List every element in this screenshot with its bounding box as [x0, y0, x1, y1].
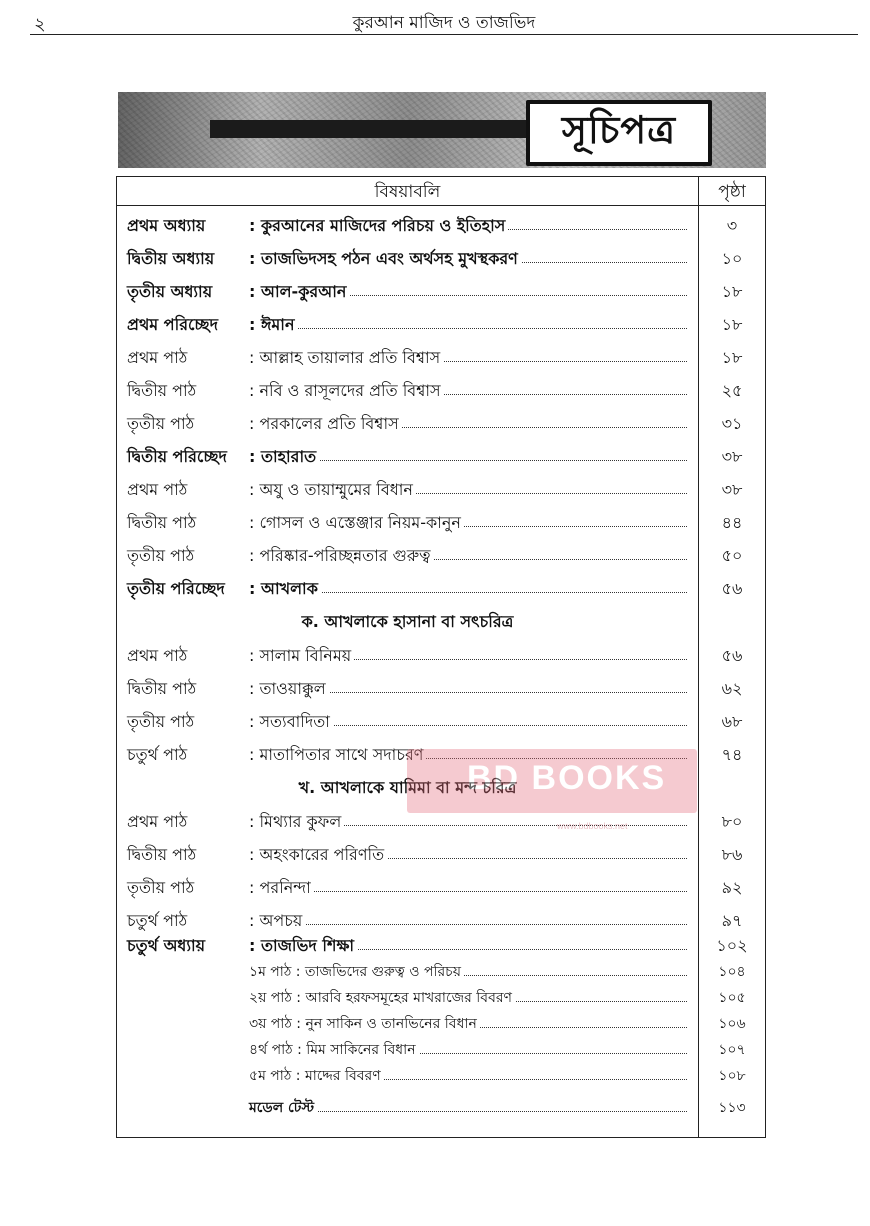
dot-leader — [249, 328, 687, 329]
toc-row-title: : মিথ্যার কুফল — [249, 809, 344, 836]
watermark-brand: BD BOOKS — [467, 759, 667, 797]
toc-row-page: ৩৮ — [721, 447, 743, 466]
toc-row-title: ৫ম পাঠ : মাদ্দের বিবরণ — [249, 1064, 384, 1088]
running-header — [30, 6, 858, 35]
toc-row — [117, 871, 765, 901]
toc-row-page: ১৮ — [721, 282, 743, 301]
toc-row-page: ৮৬ — [721, 845, 743, 864]
toc-row-title: মডেল টেস্ট — [249, 1096, 317, 1120]
toc-row-title: : তাজভিদসহ পঠন এবং অর্থসহ মুখস্থকরণ — [249, 246, 521, 273]
toc-header-row — [117, 177, 765, 206]
toc-row-page: ১৮ — [721, 315, 743, 334]
toc-row — [117, 374, 765, 404]
toc-row-label: প্রথম অধ্যায় — [127, 216, 206, 235]
toc-row — [117, 805, 765, 835]
page-number: ২ — [34, 14, 46, 35]
toc-row-page: ৭৪ — [721, 745, 743, 764]
toc-row-page: ১০৭ — [718, 1042, 746, 1058]
toc-row-page: ৯২ — [721, 878, 743, 897]
toc-row-page: ৩ — [726, 216, 738, 235]
toc-row-label: তৃতীয় পরিচ্ছেদ — [127, 579, 225, 598]
toc-row-label: প্রথম পাঠ — [127, 646, 188, 665]
book-title: কুরআন মাজিদ ও তাজভিদ — [352, 13, 536, 33]
toc-row-label: প্রথম পাঠ — [127, 348, 188, 367]
toc-row-title: : আল্লাহ তায়ালার প্রতি বিশ্বাস — [249, 345, 443, 372]
toc-row-page: ২৫ — [721, 381, 743, 400]
toc-row-title: : অযু ও তায়াম্মুমের বিধান — [249, 477, 416, 504]
column-header-topics: বিষয়াবলি — [374, 182, 441, 202]
toc-row-title: : তাজভিদ শিক্ষা — [249, 933, 357, 960]
toc-row-page: ৬২ — [721, 679, 743, 698]
toc-row — [117, 738, 765, 768]
dot-leader — [249, 891, 687, 892]
toc-row-label: দ্বিতীয় পাঠ — [127, 845, 197, 864]
toc-row-page: ৩১ — [721, 414, 743, 433]
toc-row-page: ৩৮ — [721, 480, 743, 499]
toc-row-title: : তাওয়াক্কুল — [249, 676, 329, 703]
toc-row-title: : ঈমান — [249, 312, 298, 339]
toc-row — [117, 275, 765, 305]
table-of-contents — [116, 176, 766, 1138]
section-heading-good-character-text: ক. আখলাকে হাসানা বা সৎচরিত্র — [301, 612, 514, 631]
toc-row-label: তৃতীয় অধ্যায় — [127, 282, 213, 301]
toc-row-label: তৃতীয় পাঠ — [127, 878, 195, 897]
section-heading-bad-character — [117, 771, 698, 801]
toc-row — [117, 672, 765, 702]
toc-row-label: তৃতীয় পাঠ — [127, 546, 195, 565]
toc-row-title: : নবি ও রাসূলদের প্রতি বিশ্বাস — [249, 378, 444, 405]
dot-leader — [249, 924, 687, 925]
toc-row-title: ৪র্থ পাঠ : মিম সাকিনের বিধান — [249, 1038, 419, 1062]
toc-row-page: ১০২ — [716, 936, 748, 955]
watermark-url: www.bdbooks.net — [557, 821, 628, 831]
section-heading-bad-character-text: খ. আখলাকে যামিমা বা মন্দ চরিত্র — [298, 778, 517, 797]
toc-row-page: ১৮ — [721, 348, 743, 367]
toc-row-page: ৫০ — [721, 546, 743, 565]
toc-row-page: ৫৬ — [721, 579, 743, 598]
toc-row-label: দ্বিতীয় পাঠ — [127, 679, 197, 698]
toc-row-label: দ্বিতীয় পরিচ্ছেদ — [127, 447, 227, 466]
toc-row-title: ১ম পাঠ : তাজভিদের গুরুত্ব ও পরিচয় — [249, 960, 464, 984]
toc-row — [117, 1059, 765, 1089]
toc-row-title: : সালাম বিনিময় — [249, 643, 354, 670]
toc-row-label: প্রথম পাঠ — [127, 480, 188, 499]
toc-row — [117, 242, 765, 272]
toc-row-page: ১০৮ — [718, 1068, 746, 1084]
toc-row-title: : পরনিন্দা — [249, 875, 314, 902]
toc-row-title: : আল-কুরআন — [249, 279, 349, 306]
toc-row-label: প্রথম পাঠ — [127, 812, 188, 831]
toc-row-label: দ্বিতীয় পাঠ — [127, 381, 197, 400]
toc-row — [117, 539, 765, 569]
column-header-page: পৃষ্ঠা — [718, 182, 746, 202]
toc-row-title: : পরকালের প্রতি বিশ্বাস — [249, 411, 402, 438]
toc-row-title: : কুরআনের মাজিদের পরিচয় ও ইতিহাস — [249, 213, 508, 240]
toc-row-title: ৩য় পাঠ : নুন সাকিন ও তানভিনের বিধান — [249, 1012, 480, 1036]
toc-row-title: : অহংকারের পরিণতি — [249, 842, 387, 869]
toc-row — [117, 308, 765, 338]
toc-row — [117, 440, 765, 470]
toc-row — [117, 705, 765, 735]
toc-row-page: ৮০ — [721, 812, 743, 831]
toc-row — [117, 341, 765, 371]
toc-row-label: প্রথম পরিচ্ছেদ — [127, 315, 218, 334]
toc-row-title: ২য় পাঠ : আরবি হরফসমূহের মাখরাজের বিবরণ — [249, 986, 515, 1010]
toc-row — [117, 572, 765, 602]
toc-row — [117, 838, 765, 868]
toc-row-title: : তাহারাত — [249, 444, 319, 471]
toc-row — [117, 506, 765, 536]
toc-row — [117, 407, 765, 437]
toc-row-label: দ্বিতীয় অধ্যায় — [127, 249, 215, 268]
toc-row — [117, 473, 765, 503]
toc-row-label: চতুর্থ পাঠ — [127, 745, 188, 764]
toc-row-page: ৪৪ — [721, 513, 743, 532]
toc-row-title: : সত্যবাদিতা — [249, 709, 333, 736]
toc-row-page: ১০৬ — [718, 1016, 746, 1032]
toc-row-page: ৯৭ — [721, 911, 743, 930]
toc-row-page: ১০৫ — [718, 990, 746, 1006]
toc-row-label: দ্বিতীয় পাঠ — [127, 513, 197, 532]
toc-row-label: তৃতীয় পাঠ — [127, 414, 195, 433]
section-heading-good-character — [117, 605, 698, 635]
toc-row-title: : অপচয় — [249, 908, 305, 935]
toc-row-page: ১০৪ — [718, 964, 746, 980]
toc-row-title: : গোসল ও এস্তেঞ্জার নিয়ম-কানুন — [249, 510, 464, 537]
toc-row-page: ৫৬ — [721, 646, 743, 665]
toc-row — [117, 1091, 765, 1121]
contents-title: সূচিপত্র — [526, 100, 712, 166]
toc-row-label: চতুর্থ পাঠ — [127, 911, 188, 930]
toc-row-label: তৃতীয় পাঠ — [127, 712, 195, 731]
toc-row-page: ৬৮ — [721, 712, 743, 731]
contents-banner — [118, 92, 766, 168]
toc-row — [117, 639, 765, 669]
toc-row-title: : পরিষ্কার-পরিচ্ছন্নতার গুরুত্ব — [249, 543, 434, 570]
toc-row-title: : মাতাপিতার সাথে সদাচরণ — [249, 742, 426, 769]
toc-row-label: চতুর্থ অধ্যায় — [127, 936, 206, 955]
toc-row-title: : আখলাক — [249, 576, 321, 603]
toc-row-page: ১০ — [721, 249, 743, 268]
toc-row-page: ১১৩ — [718, 1100, 746, 1116]
toc-row — [117, 209, 765, 239]
